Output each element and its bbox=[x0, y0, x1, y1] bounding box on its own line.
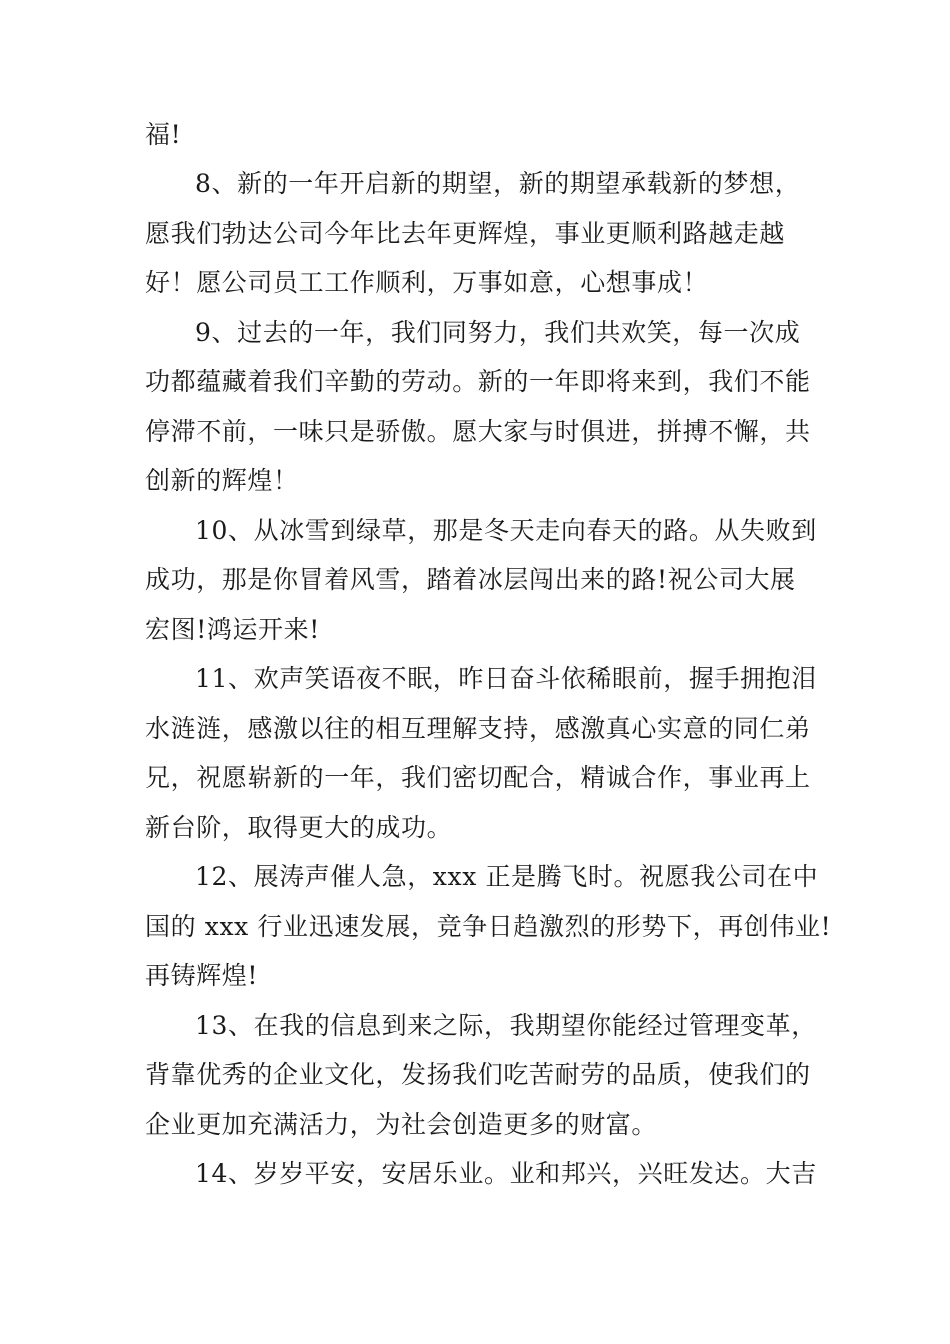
text-line: 创新的辉煌！ bbox=[145, 466, 299, 495]
text-line: 再铸辉煌! bbox=[145, 961, 259, 990]
text-line: 宏图!鸿运开来! bbox=[145, 615, 320, 644]
text-line: 10、从冰雪到绿草，那是冬天走向春天的路。从失败到 bbox=[195, 516, 817, 545]
text-line: 福! bbox=[145, 120, 182, 149]
text-line: 14、岁岁平安，安居乐业。业和邦兴，兴旺发达。大吉 bbox=[195, 1159, 817, 1188]
text-line: 12、展涛声催人急，xxx 正是腾飞时。祝愿我公司在中 bbox=[195, 862, 819, 891]
text-line: 愿我们勃达公司今年比去年更辉煌，事业更顺利路越走越 bbox=[145, 219, 786, 248]
text-line: 兄，祝愿崭新的一年，我们密切配合，精诚合作，事业再上 bbox=[145, 763, 811, 792]
text-line: 好！愿公司员工工作顺利，万事如意，心想事成！ bbox=[145, 268, 709, 297]
text-line: 新台阶，取得更大的成功。 bbox=[145, 813, 453, 842]
text-line: 8、新的一年开启新的期望，新的期望承载新的梦想， bbox=[195, 169, 801, 198]
text-line: 背靠优秀的企业文化，发扬我们吃苦耐劳的品质，使我们的 bbox=[145, 1060, 811, 1089]
text-line: 水涟涟，感激以往的相互理解支持，感激真心实意的同仁弟 bbox=[145, 714, 811, 743]
text-line: 停滞不前，一味只是骄傲。愿大家与时俱进，拼搏不懈，共 bbox=[145, 417, 811, 446]
text-line: 11、欢声笑语夜不眠，昨日奋斗依稀眼前，握手拥抱泪 bbox=[195, 664, 817, 693]
text-line: 成功，那是你冒着风雪，踏着冰层闯出来的路!祝公司大展 bbox=[145, 565, 796, 594]
text-line: 13、在我的信息到来之际，我期望你能经过管理变革， bbox=[195, 1011, 817, 1040]
text-line: 企业更加充满活力，为社会创造更多的财富。 bbox=[145, 1110, 658, 1139]
text-line: 国的 xxx 行业迅速发展，竞争日趋激烈的形势下，再创伟业! bbox=[145, 912, 832, 941]
text-line: 功都蕴藏着我们辛勤的劳动。新的一年即将来到，我们不能 bbox=[145, 367, 811, 396]
text-line: 9、过去的一年，我们同努力，我们共欢笑，每一次成 bbox=[195, 318, 801, 347]
